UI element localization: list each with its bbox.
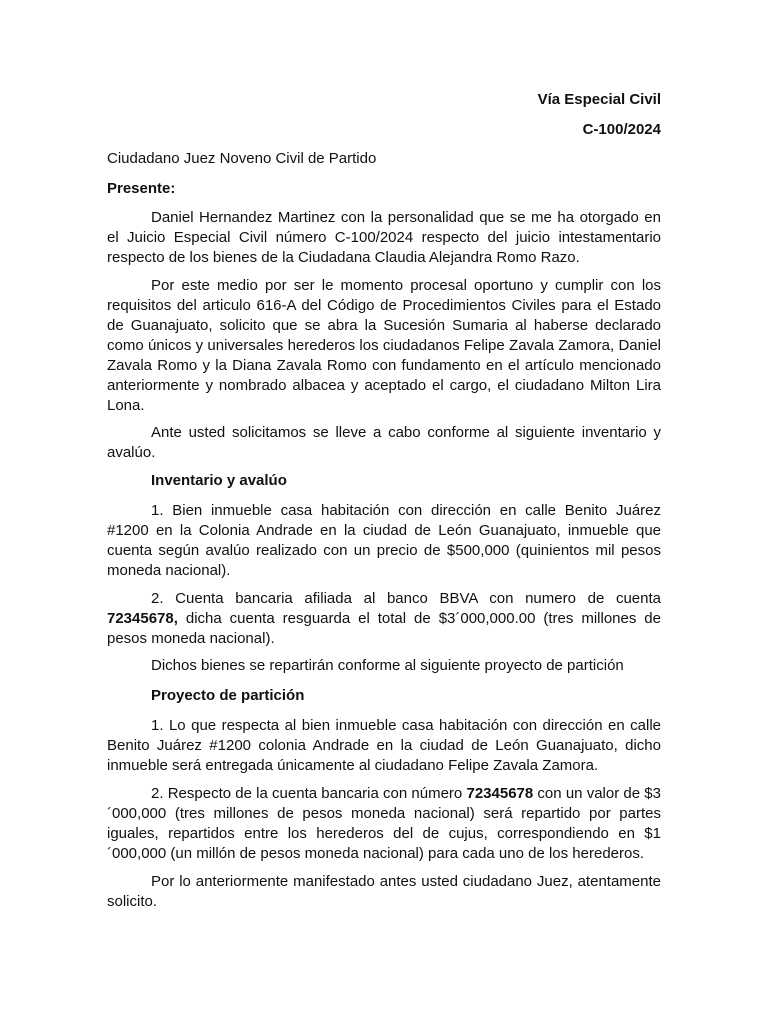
presente-label: Presente: bbox=[107, 180, 176, 197]
paragraph-inventory-request: Ante usted solicitamos se lleve a cabo conforme al siguiente inventario y avalúo. bbox=[107, 424, 661, 461]
particion-item-2 bbox=[107, 784, 661, 864]
particion-item-1: 1. Lo que respecta al bien inmueble casa habitación con dirección en calle Benito Juárez #1200 colonia Andrade en la ciudad de León Guanajuato, dicho inmueble será entregada únicamente al ciudadano Felipe Zavala Zamora. bbox=[107, 717, 661, 774]
via-especial-label: Vía Especial Civil bbox=[537, 91, 661, 108]
inventario-item-2 bbox=[107, 589, 661, 649]
addressee: Ciudadano Juez Noveno Civil de Partido bbox=[107, 150, 377, 167]
inventario-closing: Dichos bienes se repartirán conforme al siguiente proyecto de partición bbox=[151, 657, 624, 674]
account-number: 72345678, bbox=[107, 610, 178, 627]
particion-item-2-text-end: con un valor de $3´000,000 (tres millones de pesos moneda nacional) será repartido por partes iguales, repartidos entre los herederos del de cujus, correspondiendo en $1 ´000,000 (un millón de pesos moneda nacional) para cada uno de los herederos. bbox=[107, 785, 661, 862]
account-number-2: 72345678 bbox=[466, 785, 534, 802]
inventario-heading: Inventario y avalúo bbox=[151, 472, 287, 489]
inventario-item-2-text: 2. Cuenta bancaria afiliada al banco BBVA con numero de cuenta bbox=[151, 590, 661, 607]
particion-heading: Proyecto de partición bbox=[151, 687, 305, 704]
expediente-number: C-100/2024 bbox=[582, 121, 661, 138]
paragraph-request: Por este medio por ser le momento procesal oportuno y cumplir con los requisitos del articulo 616-A del Código de Procedimientos Civiles para el Estado de Guanajuato, solicito que se abra la Sucesión Sumaria al haberse declarado como únicos y universales herederos los ciudadanos Felipe Zavala Zamora, Daniel Zavala Romo y la Diana Zavala Romo con fundamento en el artículo mencionado anteriormente y nombrado albacea y aceptado el cargo, el ciudadano Milton Lira Lona. bbox=[107, 277, 661, 414]
particion-item-2-text: 2. Respecto de la cuenta bancaria con número bbox=[151, 785, 467, 802]
final-paragraph: Por lo anteriormente manifestado antes usted ciudadano Juez, atentamente solicito. bbox=[107, 873, 661, 910]
inventario-item-2-text-end: dicha cuenta resguarda el total de $3´000,000.00 (tres millones de pesos moneda nacional). bbox=[107, 610, 661, 647]
inventario-item-1: 1. Bien inmueble casa habitación con dirección en calle Benito Juárez #1200 en la Colonia Andrade en la ciudad de León Guanajuato, inmueble que cuenta según avalúo realizado con un precio de $500,000 (quinientos mil pesos moneda nacional). bbox=[107, 502, 661, 579]
paragraph-introduction: Daniel Hernandez Martinez con la personalidad que se me ha otorgado en el Juicio Especial Civil número C-100/2024 respecto del juicio intestamentario respecto de los bienes de la Ciudadana Claudia Alejandra Romo Razo. bbox=[107, 209, 661, 266]
